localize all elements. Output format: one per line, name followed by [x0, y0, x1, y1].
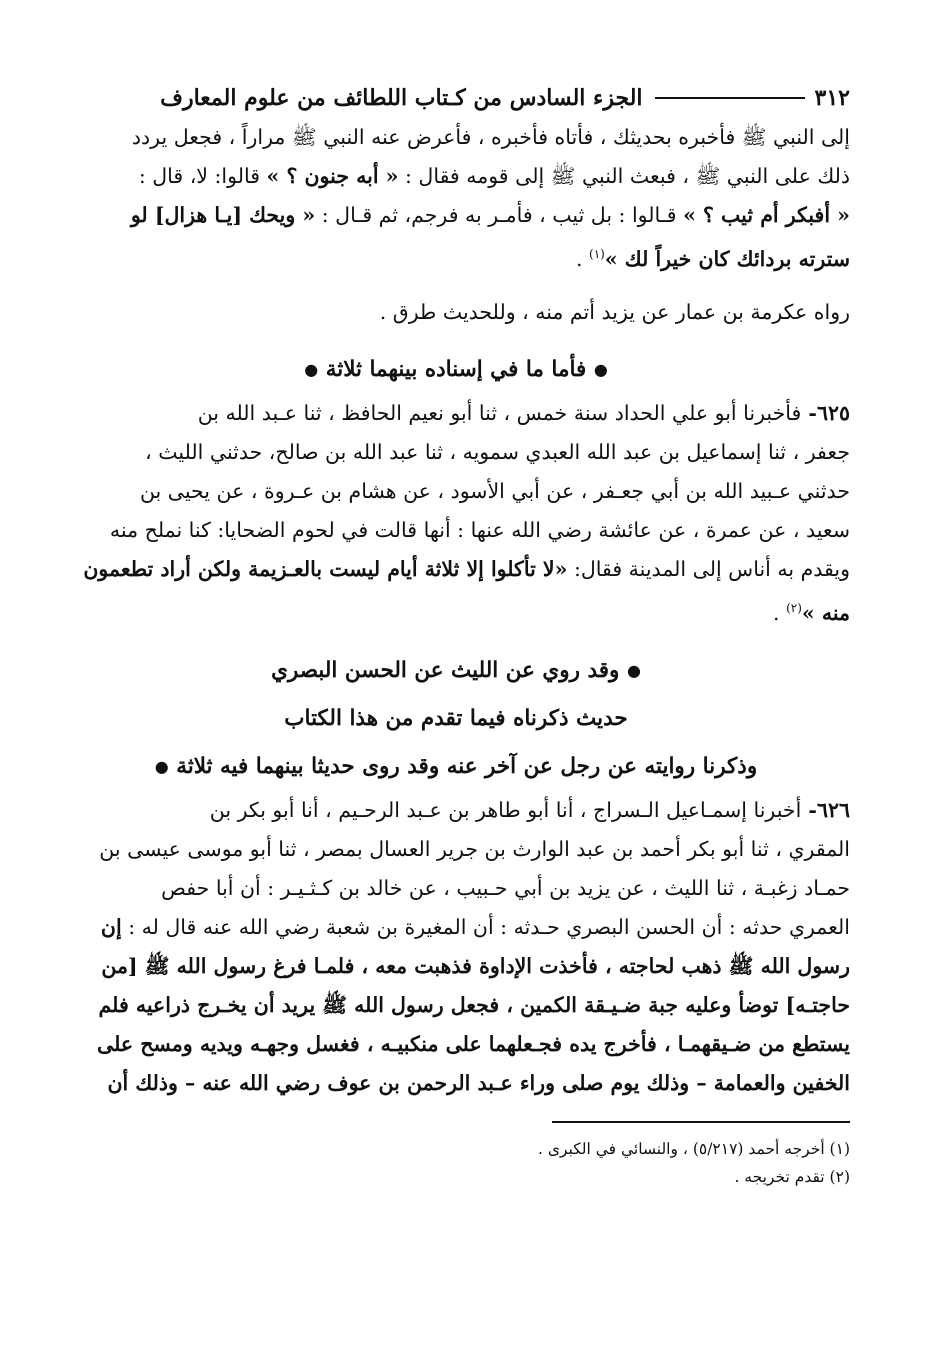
p4-line-5: رسول الله ﷺ ذهب لحاجته ، فأخذت الإداوة فذهبت معه ، فلمـا فرغ رسول الله ﷺ [من: [101, 953, 850, 978]
p1-line-2b: « أبه جنون ؟ »: [266, 164, 399, 188]
p3-line-6a: منه »: [801, 600, 850, 625]
p3-line-1: فأخبرنا أبو علي الحداد سنة خمس ، ثنا أبو نعيم الحافظ ، ثنا عـبد الله بن: [197, 400, 802, 425]
p4-line-6: حاجتـه] توضأ وعليه جبة ضـيـقة الكمين ، فجعل رسول الله ﷺ يريد أن يخـرج ذراعيه فلم: [98, 992, 850, 1017]
bullet-dot: ●: [304, 359, 319, 379]
p3-line-5a: ويقدم به أناس إلى المدينة فقال:: [567, 556, 850, 581]
p4-line-4b: إن: [100, 914, 122, 939]
p1-line-2a: ذلك على النبي ﷺ ، فبعث النبي ﷺ إلى قومه فقال :: [398, 164, 850, 188]
footnote-rule: [552, 1121, 850, 1123]
p4-line-1: أخبرنا إسمـاعيل الـسراج ، أنا أبو طاهر بن عـبد الرحـيم ، أنا أبو بكر بن: [209, 797, 802, 822]
header-rule: [655, 97, 805, 99]
book-page: [62, 78, 850, 1338]
p4-line-8: الخفين والعمامة – وذلك يوم صلى وراء عـبد الرحمن بن عوف رضي الله عنه – وذلك أن: [107, 1070, 850, 1095]
p1-line-1: إلى النبي ﷺ فأخبره بحديثك ، فأتاه فأخبره ، فأعرض عنه النبي ﷺ مراراً ، فجعل يردد: [131, 125, 850, 149]
p1-line-3a: « أفبكر أم ثيب ؟ »: [683, 203, 850, 227]
p4-line-2: المقري ، ثنا أبو بكر أحمد بن عبد الوارث بن جرير العسال بمصر ، ثنا أبو موسى عيسى بن: [99, 836, 850, 861]
running-title: الجزء السادس من كـتاب اللطائف من علوم المعارف: [160, 85, 643, 111]
hadith-number-625: ٦٢٥-: [801, 400, 850, 425]
p3-line-5b: «لا تأكلوا إلا ثلاثة أيام ليست بالعـزيمة ولكن أراد تطعمون: [83, 556, 568, 581]
bullet-dot: ●: [626, 660, 641, 680]
hadith-number-626: ٦٢٦-: [801, 797, 850, 822]
p1-line-3c: « ويحك [يـا هزال] لو: [130, 203, 316, 227]
heading-2-line-3: وذكرنا روايته عن رجل عن آخر عنه وقد روى حديثا بينهما فيه ثلاثة: [176, 753, 758, 779]
p3-line-3: حدثني عـبيد الله بن أبي جعـفر ، عن أبي الأسود ، عن هشام بن عـروة ، عن يحيى بن: [139, 478, 850, 503]
heading-2-line-1: وقد روي عن الليث عن الحسن البصري: [271, 657, 620, 683]
p1-line-4b: .: [575, 246, 590, 271]
p4-line-3: حمـاد زغبـة ، ثنا الليث ، عن يزيد بن أبي حـبيب ، عن خالد بن كـثـيـر : أن أبا حفص: [161, 875, 850, 900]
footnote-ref-1: (١): [589, 247, 605, 261]
p1-line-3b: قـالوا : بل ثيب ، فأمـر به فرجم، ثم قـال :: [315, 203, 684, 227]
p3-line-6b: .: [773, 600, 787, 625]
p3-line-2: جعفر ، ثنا إسماعيل بن عبد الله العبدي سمويه ، ثنا عبد الله بن صالح، حدثني الليث ،: [145, 439, 850, 464]
footnote-1: (١) أخرجه أحمد (٥/٢١٧) ، والنسائي في الكبرى .: [538, 1139, 850, 1158]
section-heading-2: [62, 647, 850, 791]
bullet-dot: ●: [593, 359, 608, 379]
footnote-2: (٢) تقدم تخريجه .: [734, 1167, 850, 1186]
heading-1-text: فأما ما في إسناده بينهما ثلاثة: [325, 356, 587, 382]
p4-line-4a: العمري حدثه : أن الحسن البصري حـدثه : أن المغيرة بن شعبة رضي الله عنه قال له :: [121, 914, 850, 939]
paragraph-625: [62, 394, 850, 633]
heading-2-line-2: حديث ذكرناه فيما تقدم من هذا الكتاب: [284, 705, 628, 731]
section-heading-1: [62, 346, 850, 394]
p4-line-7: يستطع من ضـيقهمـا ، فأخرج يده فجـعلهما على منكبيـه ، فغسل وجهـه ويديه ومسح على: [97, 1031, 850, 1056]
paragraph-2: رواه عكرمة بن عمار عن يزيد أتم منه ، وللحديث طرق .: [379, 299, 850, 324]
page-header: [62, 78, 850, 118]
paragraph-626: [62, 791, 850, 1103]
page-number: ٣١٢: [814, 85, 850, 111]
paragraph-1: [62, 118, 850, 279]
p1-line-4a: سترته بردائك كان خيراً لك »: [604, 246, 850, 271]
p3-line-4: سعيد ، عن عمرة ، عن عائشة رضي الله عنها : أنها قالت في لحوم الضحايا: كنا نملح منه: [109, 517, 850, 542]
bullet-dot: ●: [154, 756, 169, 776]
footnote-ref-2: (٢): [786, 600, 802, 615]
p1-line-2c: قالوا: لا، قال :: [138, 164, 267, 188]
